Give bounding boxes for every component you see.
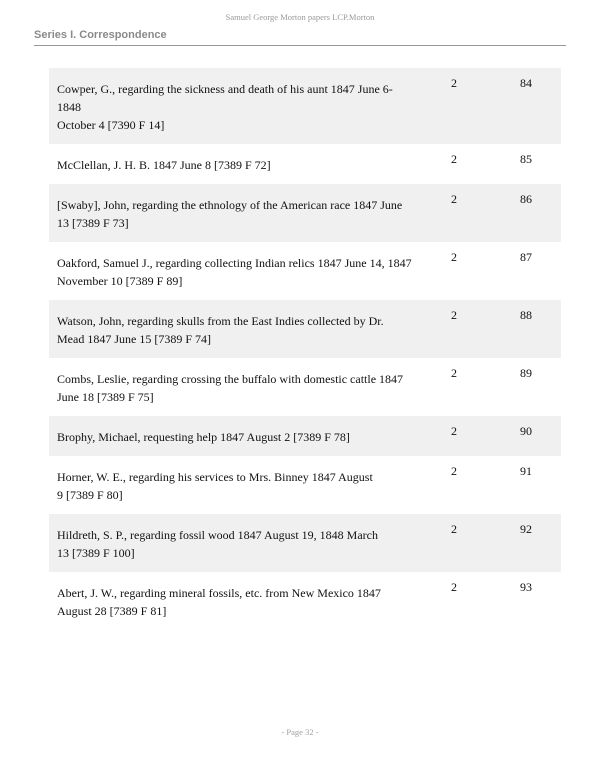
- item-box-number: 2: [451, 464, 457, 478]
- item-folder-number: 93: [520, 580, 532, 594]
- item-description: Combs, Leslie, regarding crossing the buffalo with domestic cattle 1847 June 18 [7389 F 75]: [57, 372, 404, 404]
- list-item: [49, 416, 561, 456]
- item-box-number: 2: [451, 580, 457, 594]
- item-description: Watson, John, regarding skulls from the East Indies collected by Dr. Mead 1847 June 15 [7389 F 74]: [57, 314, 384, 346]
- item-folder-number: 84: [520, 76, 532, 90]
- item-box-number: 2: [451, 76, 457, 90]
- item-box-number: 2: [451, 250, 457, 264]
- item-folder-number: 90: [520, 424, 532, 438]
- item-folder-number: 91: [520, 464, 532, 478]
- item-folder-number: 85: [520, 152, 532, 166]
- list-item: [49, 572, 561, 630]
- page-number: - Page 32 -: [281, 727, 319, 737]
- item-description: Oakford, Samuel J., regarding collecting Indian relics 1847 June 14, 1847 November 10 [7389 F 89]: [57, 256, 412, 288]
- list-item: [49, 68, 561, 144]
- item-description: Abert, J. W., regarding mineral fossils, etc. from New Mexico 1847 August 28 [7389 F 81]: [57, 586, 381, 618]
- running-header: Samuel George Morton papers LCP.Morton: [225, 12, 375, 22]
- item-description: Brophy, Michael, requesting help 1847 August 2 [7389 F 78]: [57, 430, 350, 444]
- item-folder-number: 92: [520, 522, 532, 536]
- item-box-number: 2: [451, 424, 457, 438]
- item-box-number: 2: [451, 152, 457, 166]
- item-box-number: 2: [451, 522, 457, 536]
- list-item: [49, 456, 561, 514]
- correspondence-list: [49, 68, 561, 630]
- item-box-number: 2: [451, 366, 457, 380]
- item-folder-number: 88: [520, 308, 532, 322]
- item-description: Hildreth, S. P., regarding fossil wood 1847 August 19, 1848 March 13 [7389 F 100]: [57, 528, 378, 560]
- item-description: Horner, W. E., regarding his services to Mrs. Binney 1847 August 9 [7389 F 80]: [57, 470, 373, 502]
- item-description: McClellan, J. H. B. 1847 June 8 [7389 F 72]: [57, 158, 271, 172]
- header-divider: [34, 45, 566, 46]
- list-item: [49, 300, 561, 358]
- item-description: [Swaby], John, regarding the ethnology of the American race 1847 June 13 [7389 F 73]: [57, 198, 403, 230]
- list-item: [49, 184, 561, 242]
- list-item: [49, 144, 561, 184]
- item-folder-number: 86: [520, 192, 532, 206]
- item-box-number: 2: [451, 192, 457, 206]
- item-folder-number: 89: [520, 366, 532, 380]
- list-item: [49, 514, 561, 572]
- series-title: Series I. Correspondence: [34, 29, 167, 41]
- item-box-number: 2: [451, 308, 457, 322]
- list-item: [49, 358, 561, 416]
- item-folder-number: 87: [520, 250, 532, 264]
- item-description: Cowper, G., regarding the sickness and death of his aunt 1847 June 6-1848 October 4 [7390 F 14]: [57, 82, 393, 132]
- list-item: [49, 242, 561, 300]
